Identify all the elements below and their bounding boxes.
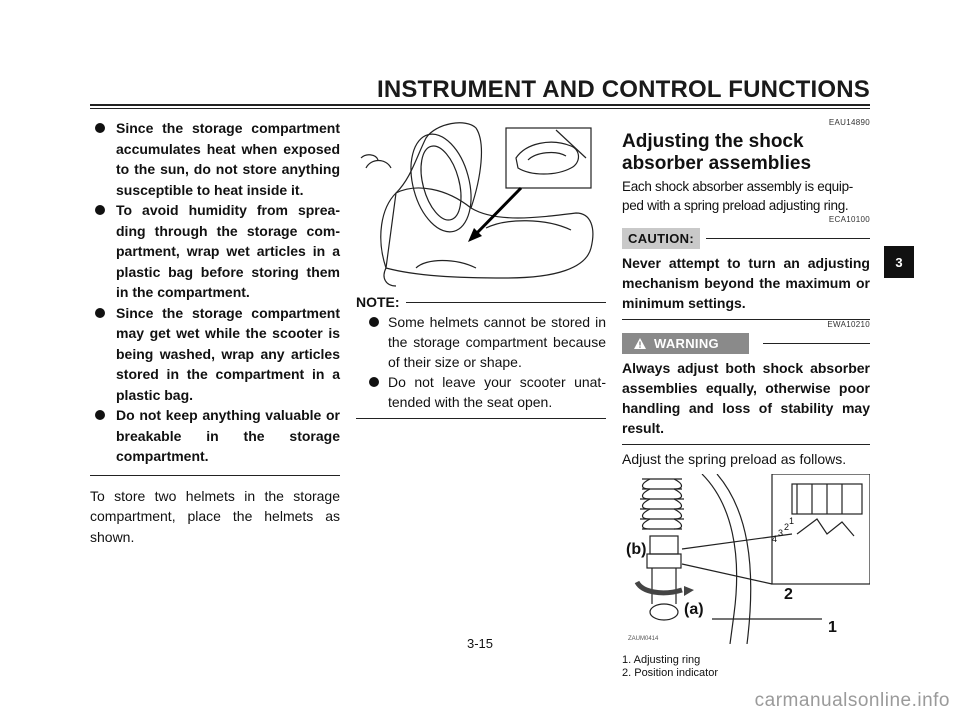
note-item: Do not leave your scooter unattended with the seat open. — [356, 372, 606, 412]
section-intro: Each shock absorber assembly is equipped with a spring preload adjusting ring. — [622, 179, 854, 213]
note-label: NOTE: — [356, 294, 400, 310]
figure-callout-2: 2 — [784, 585, 793, 603]
caution-rule — [706, 238, 870, 239]
note-rule — [406, 302, 606, 303]
warning-rule — [763, 343, 870, 344]
caution-badge: CAUTION: — [622, 228, 700, 249]
page-header-title: INSTRUMENT AND CONTROL FUNCTIONS — [376, 76, 870, 103]
chapter-tab: 3 — [884, 246, 914, 278]
section-code: EAU14890 — [828, 118, 870, 127]
caution-code: ECA10100 — [828, 215, 870, 224]
scale-mark-3: 3 — [778, 527, 784, 538]
warning-text: Always adjust both shock absorber assemblies equally, otherwise poor handling and loss of stability may result. — [622, 360, 870, 436]
figure-label-b: (b) — [626, 540, 647, 558]
caution-text: Never attempt to turn an adjusting mechanism beyond the maximum or minimum settings. — [622, 255, 870, 311]
column-3 — [622, 118, 870, 680]
warning-item: To avoid humidity from spreading through the storage compartment, wrap wet articles in a plastic bag before storing them in the compartment. — [90, 200, 340, 303]
warning-code: EWA10210 — [827, 320, 870, 329]
figure-code: ZAUM0414 — [628, 635, 659, 642]
figure-captions — [622, 654, 870, 680]
warning-end-rule — [622, 444, 870, 445]
header-rule — [90, 104, 870, 109]
warning-badge — [622, 333, 749, 354]
section-title: Adjusting the shock absorber assemblies — [622, 131, 812, 174]
warning-header — [622, 333, 870, 354]
note-list — [356, 312, 606, 419]
helmet-storage-illustration — [356, 118, 606, 288]
shock-absorber-illustration — [622, 474, 870, 644]
figure-label-a: (a) — [684, 600, 704, 618]
page-number: 3-15 — [466, 636, 494, 651]
warning-label: WARNING — [654, 336, 719, 351]
caution-header — [622, 228, 870, 249]
warning-item: Since the storage compartment accumulates heat when exposed to the sun, do not store anything susceptible to heat inside it. — [90, 118, 340, 200]
note-item: Some helmets cannot be stored in the storage compartment because of their size or shape. — [356, 312, 606, 372]
adjust-instruction: Adjust the spring preload as follows. — [622, 451, 847, 467]
note-header — [356, 294, 606, 310]
warning-item: Since the storage compartment may get wet while the scooter is being washed, wrap any articles stored in the compartment in a plastic bag. — [90, 303, 340, 406]
warning-item: Do not keep anything valuable or breakable in the storage compartment. — [90, 405, 340, 467]
warning-triangle-icon — [634, 338, 646, 349]
caption-item: 2. Position indicator — [622, 666, 718, 679]
storage-warning-list — [90, 118, 340, 476]
figure-callout-1: 1 — [828, 618, 837, 636]
scale-mark-1: 1 — [789, 515, 795, 526]
helmet-paragraph: To store two helmets in the storage compartment, place the helmets as shown. — [90, 487, 340, 545]
watermark: carmanualsonline.info — [754, 690, 950, 711]
caption-item: 1. Adjusting ring — [622, 653, 701, 666]
column-1 — [90, 118, 340, 547]
scale-mark-2: 2 — [784, 521, 790, 532]
scale-mark-4: 4 — [772, 533, 778, 544]
column-2 — [356, 118, 606, 419]
